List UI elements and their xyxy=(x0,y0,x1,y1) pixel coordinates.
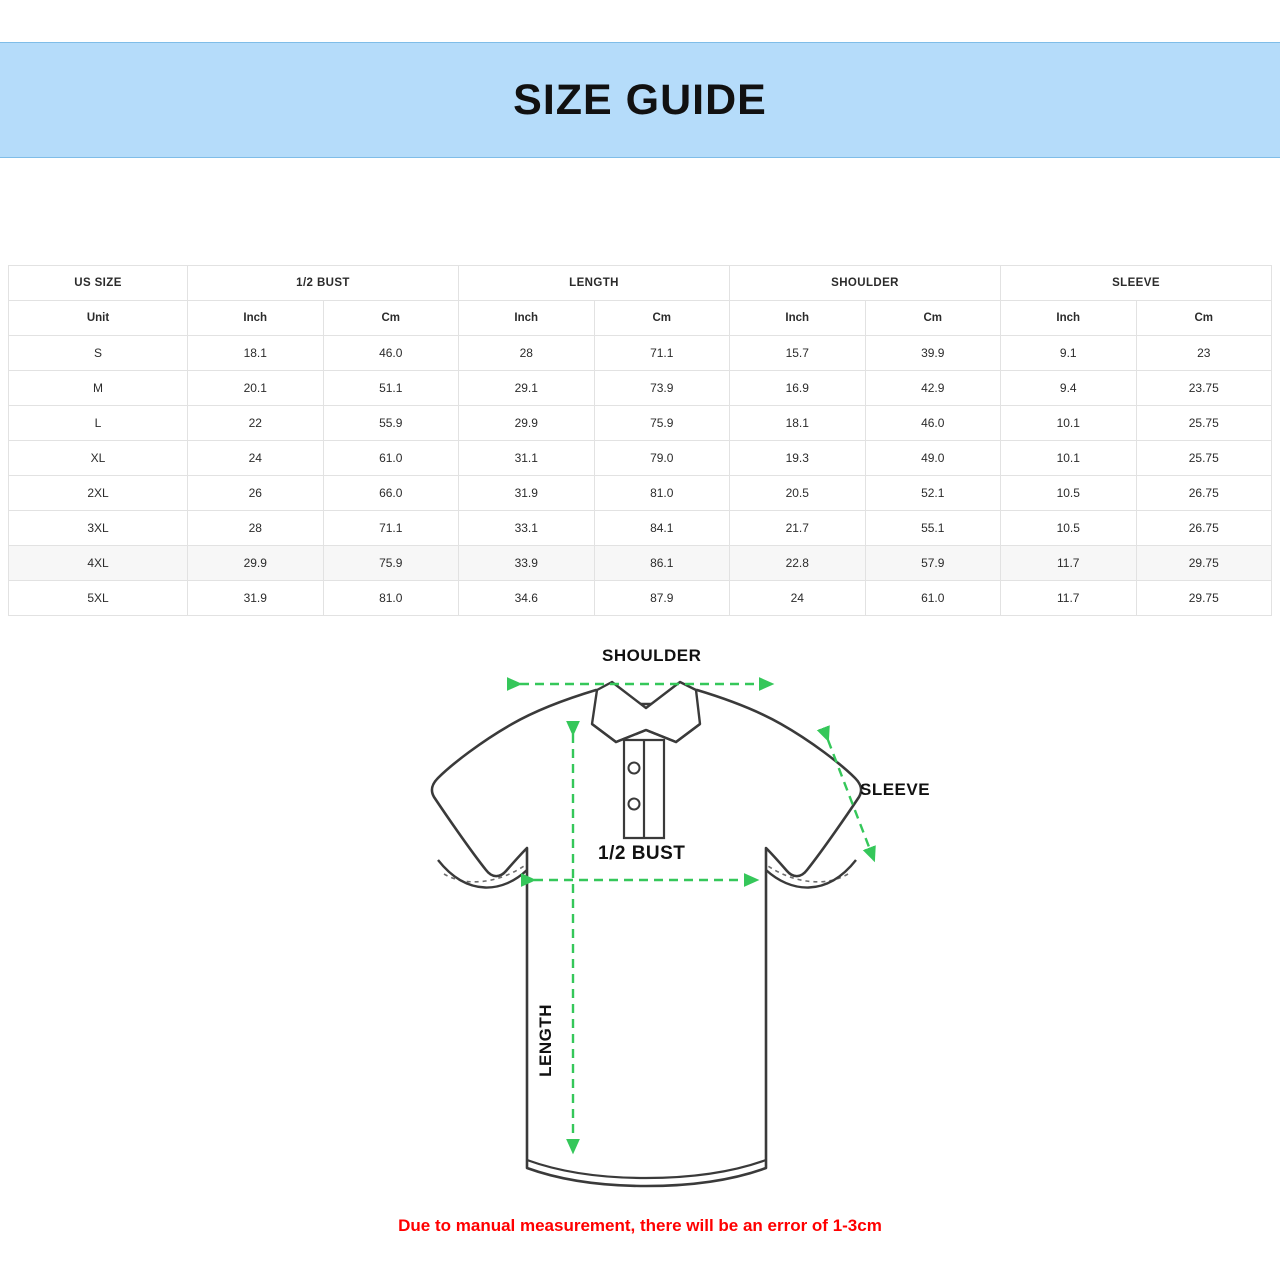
table-row xyxy=(9,441,1272,476)
unit-length-inch: Inch xyxy=(459,301,595,336)
cell-sleeve-inch: 11.7 xyxy=(1001,581,1137,616)
cell-sleeve-cm: 25.75 xyxy=(1136,441,1272,476)
cell-size: 3XL xyxy=(9,511,188,546)
cell-shoulder-inch: 20.5 xyxy=(730,476,866,511)
cell-bust-cm: 66.0 xyxy=(323,476,459,511)
cell-size: 5XL xyxy=(9,581,188,616)
cell-sleeve-inch: 10.1 xyxy=(1001,441,1137,476)
bust-label: 1/2 BUST xyxy=(598,843,686,864)
table-row xyxy=(9,336,1272,371)
table-row xyxy=(9,406,1272,441)
cell-sleeve-cm: 26.75 xyxy=(1136,511,1272,546)
cell-bust-inch: 18.1 xyxy=(188,336,324,371)
cell-sleeve-inch: 10.5 xyxy=(1001,476,1137,511)
cell-shoulder-inch: 15.7 xyxy=(730,336,866,371)
cell-size: L xyxy=(9,406,188,441)
size-table-head xyxy=(9,266,1272,301)
size-table-body xyxy=(9,301,1272,616)
cell-length-cm: 79.0 xyxy=(594,441,730,476)
cell-length-cm: 75.9 xyxy=(594,406,730,441)
cell-shoulder-cm: 46.0 xyxy=(865,406,1001,441)
cell-shoulder-cm: 42.9 xyxy=(865,371,1001,406)
cell-sleeve-inch: 10.5 xyxy=(1001,511,1137,546)
cell-length-cm: 73.9 xyxy=(594,371,730,406)
table-row xyxy=(9,511,1272,546)
cell-length-inch: 29.1 xyxy=(459,371,595,406)
cell-size: M xyxy=(9,371,188,406)
table-row xyxy=(9,581,1272,616)
cell-length-cm: 86.1 xyxy=(594,546,730,581)
cell-length-inch: 29.9 xyxy=(459,406,595,441)
cell-sleeve-inch: 9.4 xyxy=(1001,371,1137,406)
shoulder-label: SHOULDER xyxy=(602,646,702,665)
cell-bust-inch: 28 xyxy=(188,511,324,546)
cell-shoulder-cm: 49.0 xyxy=(865,441,1001,476)
cell-length-cm: 81.0 xyxy=(594,476,730,511)
unit-row xyxy=(9,301,1272,336)
unit-length-cm: Cm xyxy=(594,301,730,336)
header-shoulder: SHOULDER xyxy=(730,266,1001,301)
unit-sleeve-inch: Inch xyxy=(1001,301,1137,336)
cell-shoulder-inch: 18.1 xyxy=(730,406,866,441)
header-half-bust: 1/2 BUST xyxy=(188,266,459,301)
cell-shoulder-cm: 52.1 xyxy=(865,476,1001,511)
cell-bust-cm: 61.0 xyxy=(323,441,459,476)
cell-bust-inch: 20.1 xyxy=(188,371,324,406)
cell-sleeve-cm: 29.75 xyxy=(1136,581,1272,616)
cell-length-inch: 33.1 xyxy=(459,511,595,546)
unit-label: Unit xyxy=(9,301,188,336)
cell-length-inch: 31.1 xyxy=(459,441,595,476)
cell-bust-cm: 55.9 xyxy=(323,406,459,441)
size-table xyxy=(8,265,1272,616)
unit-bust-inch: Inch xyxy=(188,301,324,336)
cell-bust-inch: 26 xyxy=(188,476,324,511)
measurement-disclaimer: Due to manual measurement, there will be an error of 1-3cm xyxy=(398,1216,882,1235)
cell-sleeve-inch: 9.1 xyxy=(1001,336,1137,371)
size-guide-banner xyxy=(0,42,1280,158)
cell-bust-inch: 22 xyxy=(188,406,324,441)
cell-shoulder-inch: 24 xyxy=(730,581,866,616)
unit-sleeve-cm: Cm xyxy=(1136,301,1272,336)
cell-sleeve-cm: 29.75 xyxy=(1136,546,1272,581)
polo-shirt-illustration xyxy=(0,612,1280,1202)
page-title: SIZE GUIDE xyxy=(513,75,767,124)
header-us-size: US SIZE xyxy=(9,266,188,301)
cell-shoulder-inch: 22.8 xyxy=(730,546,866,581)
header-length: LENGTH xyxy=(459,266,730,301)
cell-sleeve-cm: 23.75 xyxy=(1136,371,1272,406)
cell-shoulder-inch: 21.7 xyxy=(730,511,866,546)
cell-length-inch: 34.6 xyxy=(459,581,595,616)
cell-shoulder-cm: 55.1 xyxy=(865,511,1001,546)
cell-bust-cm: 46.0 xyxy=(323,336,459,371)
cell-size: XL xyxy=(9,441,188,476)
cell-shoulder-cm: 39.9 xyxy=(865,336,1001,371)
cell-bust-cm: 75.9 xyxy=(323,546,459,581)
unit-shoulder-inch: Inch xyxy=(730,301,866,336)
cell-sleeve-cm: 25.75 xyxy=(1136,406,1272,441)
cell-bust-inch: 29.9 xyxy=(188,546,324,581)
table-row xyxy=(9,476,1272,511)
cell-shoulder-inch: 16.9 xyxy=(730,371,866,406)
cell-length-inch: 28 xyxy=(459,336,595,371)
cell-bust-inch: 24 xyxy=(188,441,324,476)
table-row xyxy=(9,371,1272,406)
cell-size: 2XL xyxy=(9,476,188,511)
cell-size: S xyxy=(9,336,188,371)
size-table-container xyxy=(8,265,1272,616)
cell-shoulder-inch: 19.3 xyxy=(730,441,866,476)
sleeve-label: SLEEVE xyxy=(860,780,931,799)
length-label: LENGTH xyxy=(536,1004,555,1077)
cell-length-inch: 33.9 xyxy=(459,546,595,581)
cell-bust-cm: 71.1 xyxy=(323,511,459,546)
cell-shoulder-cm: 61.0 xyxy=(865,581,1001,616)
unit-bust-cm: Cm xyxy=(323,301,459,336)
group-header-row xyxy=(9,266,1272,301)
cell-length-inch: 31.9 xyxy=(459,476,595,511)
cell-sleeve-inch: 11.7 xyxy=(1001,546,1137,581)
unit-shoulder-cm: Cm xyxy=(865,301,1001,336)
table-row xyxy=(9,546,1272,581)
cell-bust-cm: 81.0 xyxy=(323,581,459,616)
header-sleeve: SLEEVE xyxy=(1001,266,1272,301)
measurement-diagram xyxy=(0,612,1280,1202)
cell-sleeve-cm: 23 xyxy=(1136,336,1272,371)
cell-length-cm: 84.1 xyxy=(594,511,730,546)
cell-size: 4XL xyxy=(9,546,188,581)
cell-sleeve-cm: 26.75 xyxy=(1136,476,1272,511)
cell-sleeve-inch: 10.1 xyxy=(1001,406,1137,441)
cell-length-cm: 87.9 xyxy=(594,581,730,616)
cell-shoulder-cm: 57.9 xyxy=(865,546,1001,581)
cell-bust-inch: 31.9 xyxy=(188,581,324,616)
cell-length-cm: 71.1 xyxy=(594,336,730,371)
cell-bust-cm: 51.1 xyxy=(323,371,459,406)
